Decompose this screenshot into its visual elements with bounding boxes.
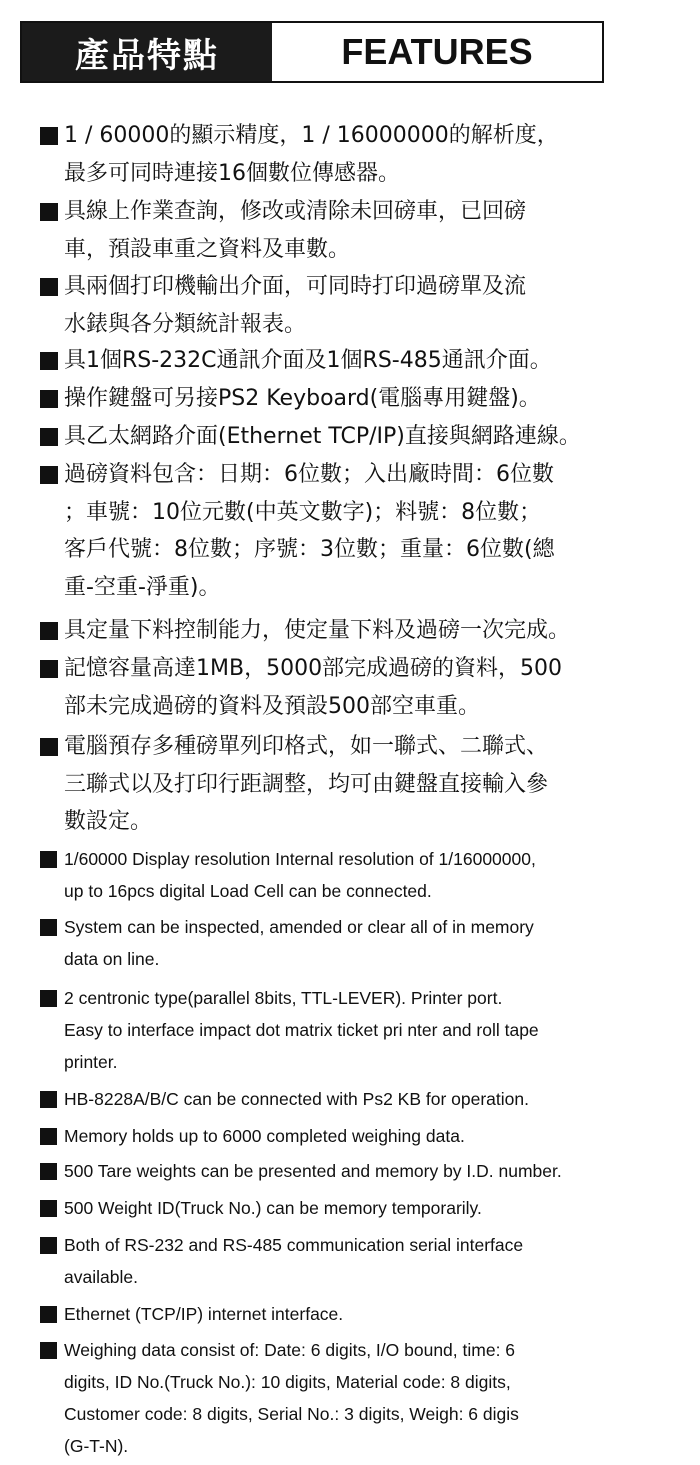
- feature-item-en: [40, 1334, 688, 1462]
- feature-item-zh: [40, 193, 688, 269]
- feature-item-zh: [40, 342, 688, 380]
- feature-item-en: [40, 982, 688, 1078]
- feature-text: Memory holds up to 6000 completed weighing data.: [64, 1126, 465, 1146]
- header-title-chinese: 產品特點: [22, 23, 272, 81]
- feature-item-zh: [40, 456, 688, 608]
- bullet-square-icon: [40, 1091, 57, 1108]
- bullet-square-icon: [40, 390, 58, 408]
- bullet-square-icon: [40, 203, 58, 221]
- feature-item-en: [40, 1229, 688, 1293]
- bullet-square-icon: [40, 1163, 57, 1180]
- feature-text: Ethernet (TCP/IP) internet interface.: [64, 1304, 344, 1324]
- feature-item-zh: [40, 728, 688, 842]
- header-title-english: FEATURES: [341, 31, 533, 72]
- feature-item-zh: [40, 418, 688, 456]
- bullet-square-icon: [40, 428, 58, 446]
- bullet-square-icon: [40, 660, 58, 678]
- feature-item-en: [40, 1192, 688, 1224]
- feature-text: 操作鍵盤可另接PS2 Keyboard(電腦專用鍵盤)。: [64, 386, 541, 411]
- feature-item-zh: [40, 117, 688, 193]
- feature-item-en: [40, 1120, 688, 1152]
- feature-text: 過磅資料包含：日期：6位數；入出廠時間：6位數 ；車號：10位元數(中英文數字)；料號：8位數； 客戶代號：8位數；序號：3位數；重量：6位數(總 重-空重-淨重)。: [64, 462, 555, 600]
- features-header: [20, 21, 604, 83]
- feature-text: 具乙太網路介面(Ethernet TCP/IP)直接與網路連線。: [64, 424, 581, 449]
- feature-text: 具線上作業查詢，修改或清除未回磅車，已回磅 車，預設車重之資料及車數。: [64, 199, 527, 262]
- feature-item-zh: [40, 612, 688, 650]
- feature-item-zh: [40, 650, 688, 726]
- bullet-square-icon: [40, 466, 58, 484]
- bullet-square-icon: [40, 990, 57, 1007]
- feature-text: 500 Tare weights can be presented and memory by I.D. number.: [64, 1161, 562, 1181]
- feature-item-en: [40, 843, 688, 907]
- bullet-square-icon: [40, 1306, 57, 1323]
- feature-text: 2 centronic type(parallel 8bits, TTL-LEVER). Printer port. Easy to interface impact dot matrix ticket pri nter and roll tape printer.: [64, 988, 539, 1072]
- bullet-square-icon: [40, 622, 58, 640]
- bullet-square-icon: [40, 919, 57, 936]
- feature-item-zh: [40, 268, 688, 344]
- feature-text: 具1個RS-232C通訊介面及1個RS-485通訊介面。: [64, 348, 552, 373]
- feature-item-zh: [40, 380, 688, 418]
- feature-text: 電腦預存多種磅單列印格式，如一聯式、二聯式、 三聯式以及打印行距調整，均可由鍵盤直接輸入參 數設定。: [64, 734, 549, 834]
- bullet-square-icon: [40, 738, 58, 756]
- bullet-square-icon: [40, 352, 58, 370]
- feature-text: Weighing data consist of: Date: 6 digits, I/O bound, time: 6 digits, ID No.(Truck No.): 10 digits, Material code: 8 digits, Customer code: 8 digits, Serial No.: 3 digits, Weigh: 6 digis (G-T-N).: [64, 1340, 519, 1456]
- feature-text: 1/60000 Display resolution Internal resolution of 1/16000000, up to 16pcs digital Load Cell can be connected.: [64, 849, 536, 901]
- bullet-square-icon: [40, 851, 57, 868]
- bullet-square-icon: [40, 127, 58, 145]
- feature-item-en: [40, 1083, 688, 1115]
- bullet-square-icon: [40, 1200, 57, 1217]
- feature-item-en: [40, 1298, 688, 1330]
- feature-text: 1 / 60000的顯示精度，1 / 16000000的解析度， 最多可同時連接16個數位傳感器。: [64, 123, 559, 186]
- feature-text: System can be inspected, amended or clear all of in memory data on line.: [64, 917, 534, 969]
- feature-text: 記憶容量高達1MB，5000部完成過磅的資料，500 部未完成過磅的資料及預設500部空車重。: [64, 656, 563, 719]
- feature-text: HB-8228A/B/C can be connected with Ps2 KB for operation.: [64, 1089, 529, 1109]
- bullet-square-icon: [40, 1342, 57, 1359]
- feature-text: 具定量下料控制能力，使定量下料及過磅一次完成。: [64, 618, 571, 643]
- feature-text: 500 Weight ID(Truck No.) can be memory temporarily.: [64, 1198, 482, 1218]
- bullet-square-icon: [40, 1237, 57, 1254]
- feature-text: 具兩個打印機輸出介面，可同時打印過磅單及流 水錶與各分類統計報表。: [64, 274, 527, 337]
- feature-item-en: [40, 911, 688, 975]
- bullet-square-icon: [40, 1128, 57, 1145]
- feature-item-en: [40, 1155, 688, 1187]
- feature-text: Both of RS-232 and RS-485 communication serial interface available.: [64, 1235, 524, 1287]
- bullet-square-icon: [40, 278, 58, 296]
